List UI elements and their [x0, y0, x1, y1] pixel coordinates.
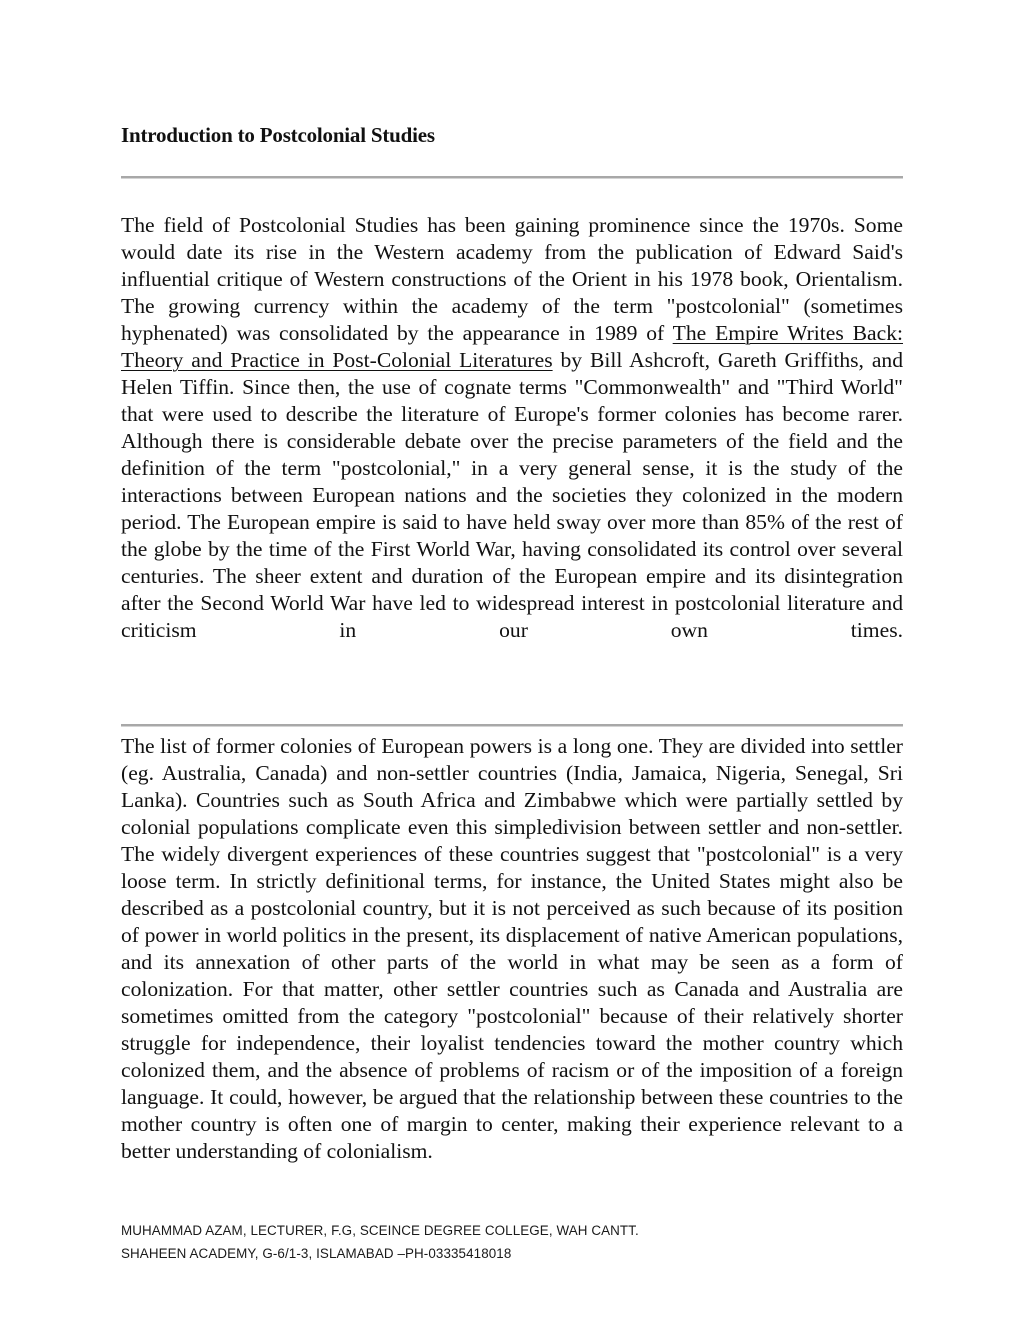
paragraph-intro-text-end: by Bill Ashcroft, Gareth Griffiths, and Helen Tiffin. Since then, the use of cognate terms "Commonwealth" and "Third World" that were used to describe the literature of Europe's former colonies has become rarer. Although there is considerable debate over the precise parameters of the field and the definition of the term "postcolonial," in a very general sense, it is the study of the interactions between European nations and the societies they colonized in the modern period. The European empire is said to have held sway over more than 85% of the rest of the globe by the time of the First World War, having consolidated its control over several centuries. The sheer extent and duration of the European empire and its disintegration after the Second World War have led to widespread interest in postcolonial literature and criticism in our own times.	[121, 348, 903, 642]
paragraph-intro-text-start: The field of Postcolonial Studies has been gaining prominence since the 1970s. Some would date its rise in the Western academy from the publication of Edward Said's influential critique of Western constructions of the Orient in his 1978 book, Orientalism. The growing currency within the academy of the term "postcolonial" (sometimes hyphenated) was consolidated by the appearance in 1989 of	[121, 213, 903, 345]
footer-line-academy: SHAHEEN ACADEMY, G-6/1-3, ISLAMABAD –PH-03335418018	[121, 1246, 512, 1261]
page-footer	[121, 1219, 639, 1265]
document-title: Introduction to Postcolonial Studies	[121, 123, 435, 147]
horizontal-divider	[121, 176, 903, 179]
paragraph-colonies: The list of former colonies of European powers is a long one. They are divided into settler (eg. Australia, Canada) and non-settler countries (India, Jamaica, Nigeria, Senegal, Sri Lanka). Countries such as South Africa and Zimbabwe which were partially settled by colonial populations complicate even this simpledivision between settler and non-settler. The widely divergent experiences of these countries suggest that "postcolonial" is a very loose term. In strictly definitional terms, for instance, the United States might also be described as a postcolonial country, but it is not perceived as such because of its position of power in world politics in the present, its displacement of native American populations, and its annexation of other parts of the world in what may be seen as a form of colonization. For that matter, other settler countries such as Canada and Australia are sometimes omitted from the category "postcolonial" because of their relatively shorter struggle for independence, their loyalist tendencies toward the mother country which colonized them, and the absence of problems of racism or of the imposition of a foreign language. It could, however, be argued that the relationship between these countries to the mother country is often one of margin to center, making their experience relevant to a better understanding of colonialism.	[121, 734, 903, 1163]
paragraph-intro	[121, 212, 903, 644]
horizontal-divider	[121, 724, 903, 727]
book-title-underlined: The Empire Writes Back: Theory and Practice in Post-Colonial Literatures	[121, 321, 903, 372]
footer-line-author: MUHAMMAD AZAM, LECTURER, F.G, SCEINCE DEGREE COLLEGE, WAH CANTT.	[121, 1223, 639, 1238]
